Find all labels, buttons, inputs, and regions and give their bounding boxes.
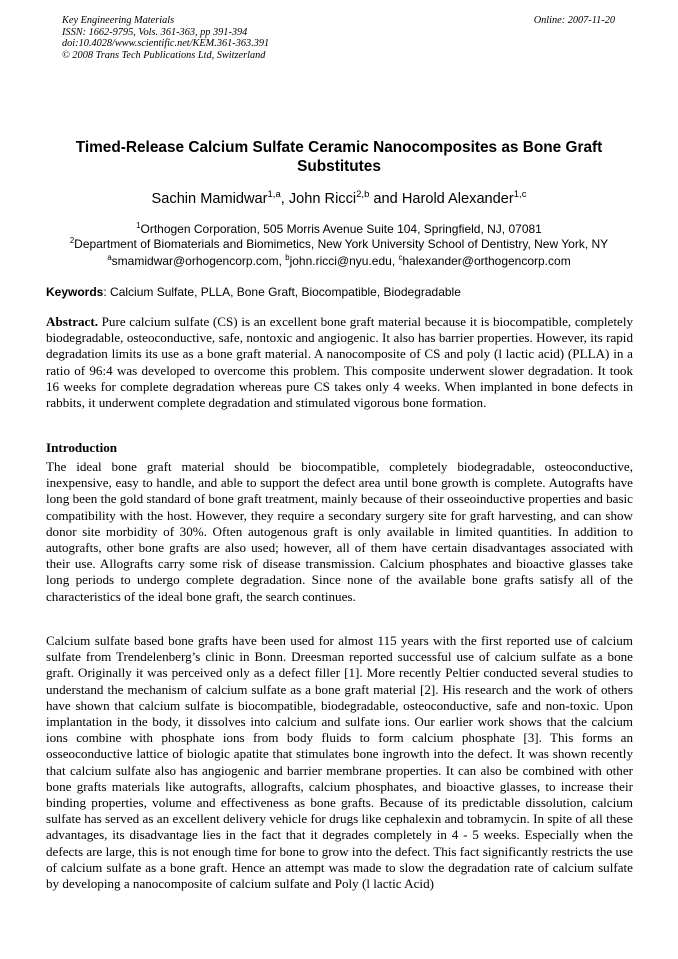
author-name: John Ricci: [288, 191, 357, 207]
intro-paragraph-1: The ideal bone graft material should be biocompatible, completely biodegradable, osteoconductive, inexpensive, easy to handle, and able to support the defect area until bone growth is complete. Autografts have long been the gold standard of bone graft treatment, mainly because of their osseoinductive properties and basic compatibility with the host. However, they require a secondary surgery site for graft harvesting, and can show donor site morbidity of 30%. Often autogenous graft is only available in limited quantities. In addition to autografts, other bone grafts are also used; however, all of them have certain disadvantages associated with their use. Allografts carry some risk of disease transmission. Calcium phosphates and bioactive glasses take long periods to undergo complete degradation. Since none of the available bone grafts satisfy all of the characteristics of the ideal bone graft, the search continues.: [46, 459, 633, 604]
journal-header: [62, 15, 269, 61]
email-link[interactable]: smamidwar@orhogencorp.com: [111, 254, 279, 268]
author-separator: ,: [280, 191, 289, 207]
intro-paragraph-2: Calcium sulfate based bone grafts have been used for almost 115 years with the first reported use of calcium sulfate from Trendelenberg’s clinic in Bonn. Dreesman reported successful use of calcium sulfate as a bone graft. Originally it was perceived only as a defect filler [1]. More recently Peltier conducted several studies to understand the mechanism of calcium sulfate as a bone graft material [2]. His research and the work of others have shown that calcium sulfate is biocompatible, biodegradable, osteoconductive, safe and non-toxic. Upon implantation in the body, it dissolves into calcium and sulfate ions. Our earlier work shows that the calcium ions combine with phosphate ions from body fluids to form calcium phosphate [3]. This forms an osseoconductive lattice of biologic apatite that stimulates bone ingrowth into the defect. It was shown recently that calcium sulfate also has angiogenic and barrier membrane properties. It can also be combined with other bone grafts materials like autografts, allografts, calcium phosphates, and bioactive glasses, to increase their binding properties, volume and effectiveness as bone grafts. Because of its predictable dissolution, calcium sulfate has served as an excellent delivery vehicle for drugs like cephalexin and tobramycin. In spite of all these advantages, its disadvantage lies in the fact that it degrades completely in 4 - 5 weeks. Especially when the defects are large, this is not enough time for bone to grow into the defect. This fact significantly restricts the use of calcium sulfate as a bone graft. Hence an attempt was made to slow the degradation rate of calcium sulfate by developing a nanocomposite of calcium sulfate and Poly (l lactic Acid): [46, 633, 633, 892]
abstract-label: Abstract.: [46, 314, 98, 329]
affiliation-1: [30, 222, 648, 237]
journal-doi: doi:10.4028/www.scientific.net/KEM.361-363.391: [62, 38, 270, 50]
author-list: [0, 190, 678, 208]
email-list: [30, 254, 648, 269]
affiliation-text: Department of Biomaterials and Biomimetics, New York University School of Dentistry, New York, NY: [74, 237, 609, 251]
author-separator: and: [369, 191, 402, 207]
author-sup: 1,a: [267, 189, 281, 201]
affiliation-2: [30, 237, 648, 252]
journal-name: Key Engineering Materials: [62, 15, 175, 26]
online-date-text: Online: 2007-11-20: [533, 15, 615, 26]
affiliation-text: Orthogen Corporation, 505 Morris Avenue Suite 104, Springfield, NJ, 07081: [140, 222, 542, 236]
email-separator: ,: [278, 254, 286, 268]
journal-copyright: © 2008 Trans Tech Publications Ltd, Switzerland: [62, 49, 266, 61]
abstract: [46, 314, 633, 411]
author-sup: 1,c: [513, 189, 527, 201]
abstract-text: Pure calcium sulfate (CS) is an excellent bone graft material because it is biocompatible, completely biodegradable, osteoconductive, safe, nontoxic and angiogenic. It also has barrier properties. However, its rapid degradation limits its use as a bone graft material. A nanocomposite of CS and poly (l lactic acid) (PLLA) in a ratio of 96:4 was developed to overcome this problem. This composite underwent slower degradation. It took 16 weeks for complete degradation whereas pure CS takes only 4 weeks. When implanted in bone defects in rabbits, it underwent complete degradation and stimulated vigorous bone formation.: [46, 314, 633, 411]
author-name: Harold Alexander: [401, 191, 514, 207]
affiliation-sup: 1: [136, 221, 141, 230]
keywords-text: : Calcium Sulfate, PLLA, Bone Graft, Biocompatible, Biodegradable: [103, 285, 461, 299]
online-date: [534, 15, 615, 27]
paper-title: Timed-Release Calcium Sulfate Ceramic Nanocomposites as Bone Graft Substitutes: [75, 139, 603, 175]
keywords: [46, 285, 461, 300]
author-name: Sachin Mamidwar: [151, 191, 268, 207]
affiliation-sup: 2: [69, 236, 75, 245]
email-sup: c: [398, 253, 403, 262]
email-link[interactable]: john.ricci@nyu.edu: [289, 254, 392, 268]
journal-issn: ISSN: 1662-9795, Vols. 361-363, pp 391-394: [62, 26, 248, 38]
introduction-heading: Introduction: [46, 440, 118, 455]
email-separator: ,: [391, 254, 399, 268]
email-link[interactable]: halexander@orthogencorp.com: [402, 254, 571, 268]
author-sup: 2,b: [356, 189, 370, 201]
keywords-label: Keywords: [46, 285, 104, 299]
email-sup: b: [285, 253, 290, 262]
email-sup: a: [107, 253, 112, 262]
